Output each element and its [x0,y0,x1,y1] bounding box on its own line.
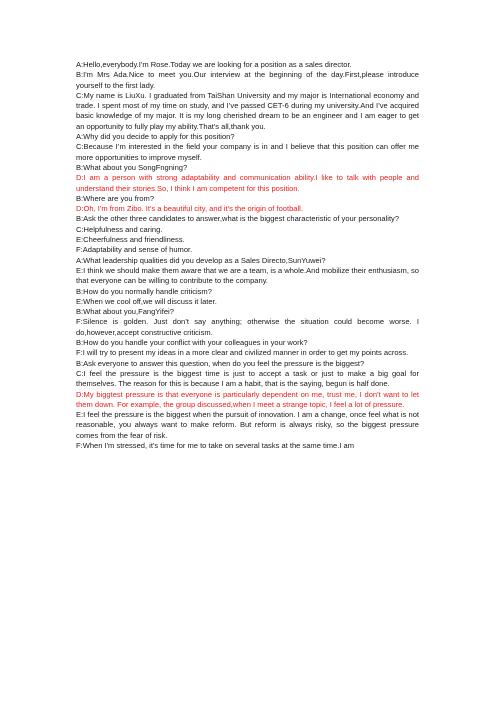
dialogue-line: A:What leadership qualities did you develop as a Sales Directo,SunYuwei? [76,255,326,265]
dialogue-line: B:Where are you from? [76,193,155,203]
dialogue-line: F:I will try to present my ideas in a more clear and civilized manner in order to get my points across. [76,348,409,358]
dialogue-line: E:I think we should make them aware that we are a team, is a whole.And mobilize their enthusiasm, so that everyone can be willing to contribute to the company. [76,265,419,286]
dialogue-line: E:Cheerfulness and friendliness. [76,235,185,245]
highlighted-dialogue-line: D:Oh, I'm from Zibo. It's a beautiful city, and it's the origin of football. [76,204,303,214]
dialogue-line: C:Because I’m interested in the field your company is in and I believe that this position can offer me more opportunities to improve myself. [76,142,419,162]
dialogue-line: A:Why did you decide to apply for this position? [76,132,235,142]
dialogue-line: A:Hello,everybody.I'm Rose.Today we are looking for a position as a sales director. [76,60,352,69]
dialogue-line: E:When we cool off,we will discuss it later. [76,296,217,306]
dialogue-line: B:How do you normally handle criticism? [76,286,212,296]
dialogue-line: E:I feel the pressure is the biggest when the pursuit of innovation. I am a change, once feel what is not reasonable, you always want to make reform. But reform is always risky, so the biggest pressure comes from the fear of risk. [76,410,419,440]
dialogue-line: F:When I'm stressed, it's time for me to take on several tasks at the same time.I am [76,440,355,450]
dialogue-line: B:Ask everyone to answer this question, when do you feel the pressure is the biggest? [76,358,365,368]
dialogue-line: C:My name is LiuXu. I graduated from TaiShan University and my major is International economy and trade. I spent most of my time on study, and I’ve passed CET-6 during my university.And I’ve acquired basic knowledge of my major. It is my long cherished dream to be an engineer and I am eager to get an opportunity to fully play my ability.That's all,thank you. [76,90,419,131]
dialogue-line: B:What about you SongFngning? [76,162,188,172]
dialogue-line: C:I feel the pressure is the biggest time is just to accept a task or just to make a big goal for themselves. The reason for this is because I am a habit, that is the saying, begun is half done. [76,368,419,389]
dialogue-line: B:What about you,FangYifei? [76,307,174,317]
dialogue-text [76,60,419,451]
dialogue-line: C:Helpfulness and caring. [76,224,163,234]
dialogue-line: F:Silence is golden. Just don’t say anything; otherwise the situation could become worse. I do,however,accept constructive criticism. [76,317,419,337]
dialogue-line: B:How do you handle your conflict with your colleagues in your work? [76,338,308,348]
dialogue-line: B:I'm Mrs Ada.Nice to meet you.Our interview at the beginning of the day.First,please introduce yourself to the first lady. [76,70,419,90]
highlighted-dialogue-line: D:My biggtest pressure is that everyone is particularly dependent on me, trust me, I don't want to let them down. For example, the group discussed,when I meet a strange topic, I feel a lot of pressure. [76,389,419,409]
dialogue-line: B:Ask the other three candidates to answer,what is the biggest characteristic of your personality? [76,214,400,224]
highlighted-dialogue-line: D:I am a person with strong adaptability and communication ability.I like to talk with people and understand their stories.So, I think I am competent for this position. [76,173,419,193]
dialogue-line: F:Adaptability and sense of humor. [76,245,193,255]
